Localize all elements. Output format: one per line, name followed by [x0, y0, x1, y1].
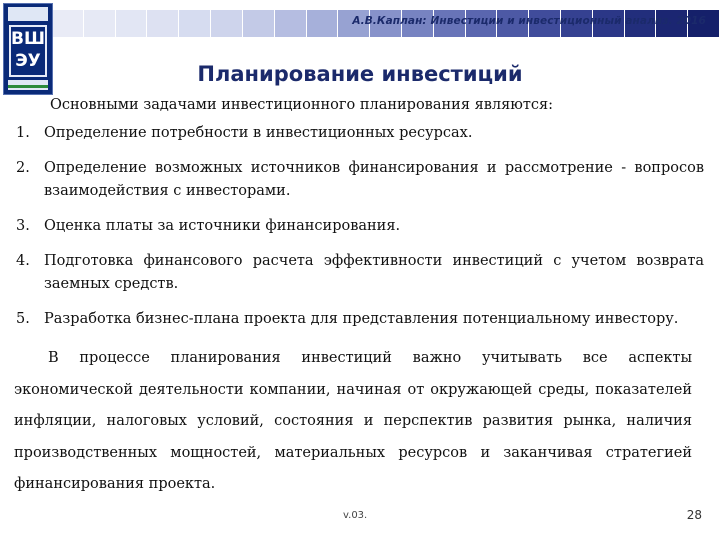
- header-band-square: [179, 10, 210, 37]
- list-item-number: 3.: [16, 218, 30, 234]
- list-item: [16, 215, 704, 238]
- tasks-list: [16, 122, 704, 343]
- header-band-square: [52, 10, 83, 37]
- header-band-square: [116, 10, 147, 37]
- version-label: v.03.: [343, 510, 368, 521]
- list-item-number: 4.: [16, 253, 30, 269]
- list-item-text: Подготовка финансового расчета эффективности инвестиций с учетом возврата заемных средств.: [44, 253, 704, 292]
- list-item-text: Определение возможных источников финансирования и рассмотрение - вопросов взаимодействия с инвесторами.: [44, 160, 704, 199]
- intro-text: Основными задачами инвестиционного планирования являются:: [50, 97, 554, 113]
- list-item: [16, 308, 704, 331]
- list-item: [16, 122, 704, 145]
- list-item-text: Оценка платы за источники финансирования.: [44, 218, 401, 234]
- list-item-text: Разработка бизнес-плана проекта для представления потенциальному инвестору.: [44, 311, 679, 327]
- course-title: А.В.Каплан: Инвестиции и инвестиционный анализ. 2016: [352, 15, 706, 27]
- list-item-number: 1.: [16, 125, 30, 141]
- page-number: 28: [686, 508, 702, 522]
- logo-top-strip: [8, 7, 48, 21]
- header-band-square: [84, 10, 115, 37]
- logo-letter-line: ВШ: [11, 29, 45, 49]
- header-band-square: [275, 10, 306, 37]
- header-band-square: [211, 10, 242, 37]
- list-item-number: 5.: [16, 311, 30, 327]
- list-item: [16, 250, 704, 296]
- header-band-square: [307, 10, 338, 37]
- list-item-text: Определение потребности в инвестиционных ресурсах.: [44, 125, 473, 141]
- logo-letter-line: ЭУ: [15, 51, 41, 71]
- header-band-square: [243, 10, 274, 37]
- header-band-square: [147, 10, 178, 37]
- slide-title: Планирование инвестиций: [197, 62, 523, 86]
- list-item-number: 2.: [16, 160, 30, 176]
- list-item: [16, 157, 704, 203]
- body-paragraph: В процессе планирования инвестиций важно учитывать все аспекты экономической деятельности компании, начиная от окружающей среды, показателей инфляции, налоговых условий, состояния и перспектив развития рынка, наличия производственных мощностей, материальных ресурсов и заканчивая стратегией финансирования проекта.: [14, 350, 692, 492]
